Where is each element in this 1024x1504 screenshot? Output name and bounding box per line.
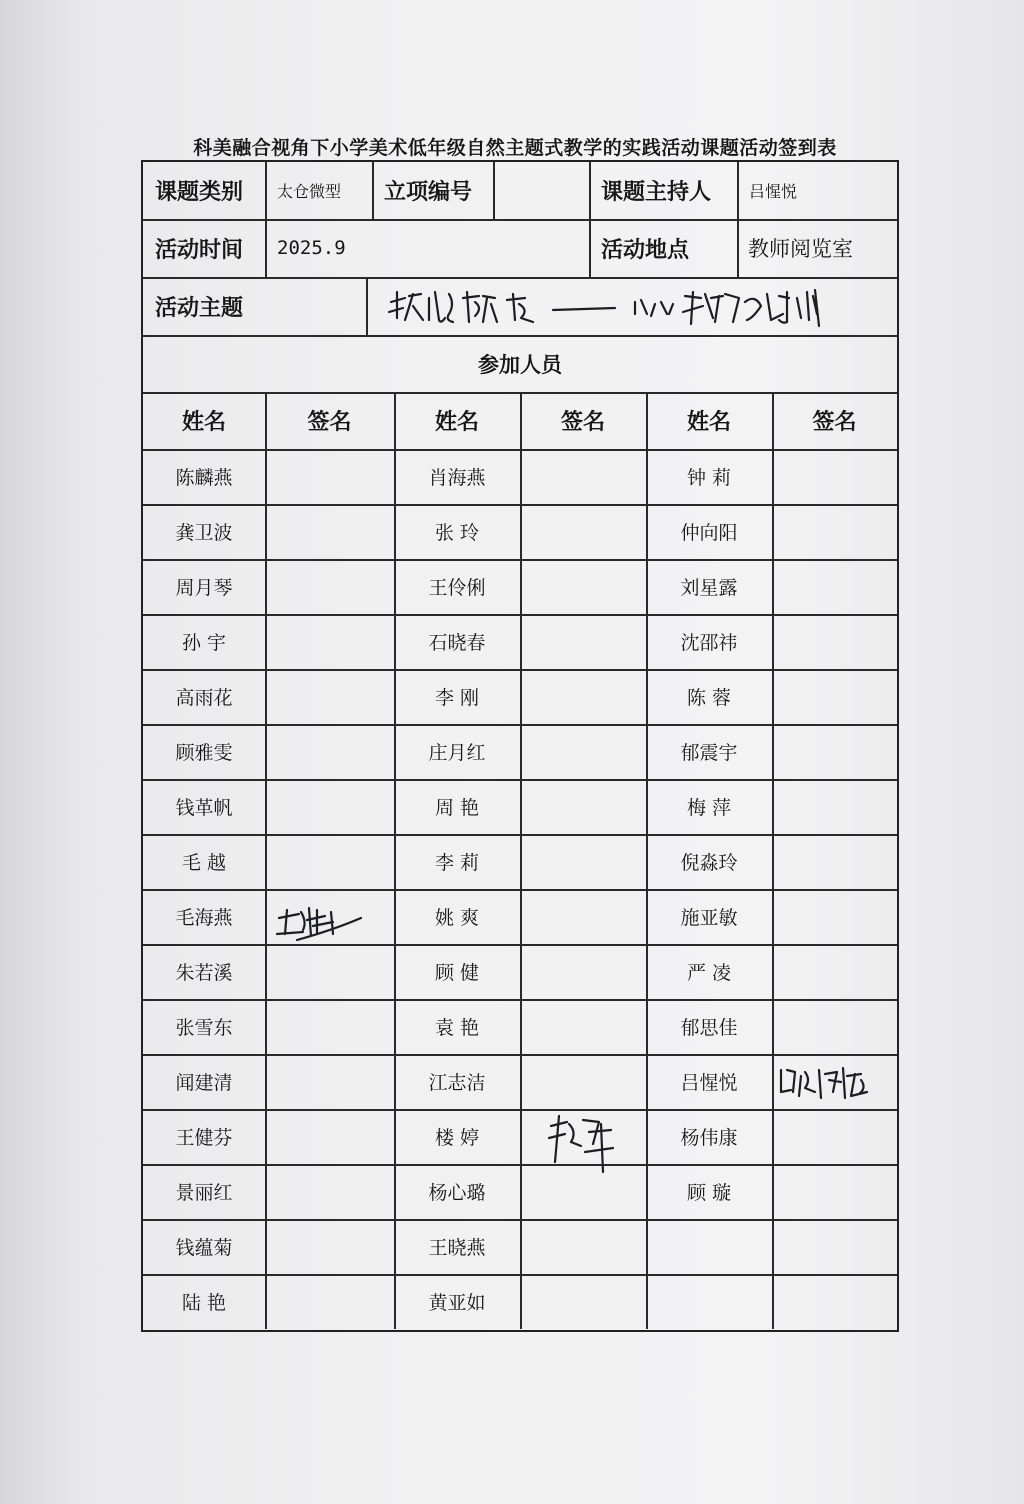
participant-name: 沈邵祎	[680, 632, 738, 654]
signature-cell[interactable]	[520, 889, 646, 944]
participant-name: 钱蕴菊	[175, 1237, 233, 1259]
signature-cell[interactable]	[772, 999, 897, 1054]
signature-cell[interactable]	[520, 559, 646, 614]
signature-cell[interactable]	[265, 834, 394, 889]
header-name: 姓名	[434, 410, 479, 435]
participant-name: 顾 璇	[686, 1182, 732, 1204]
signature-cell[interactable]	[772, 449, 897, 504]
signature-cell[interactable]	[265, 614, 394, 669]
signature-cell[interactable]	[520, 1274, 646, 1329]
participant-name: 姚 爽	[434, 907, 480, 929]
project-no-value	[493, 162, 601, 219]
participant-name: 倪淼玲	[680, 852, 738, 874]
signature-cell[interactable]	[772, 614, 897, 669]
participant-name: 龚卫波	[175, 522, 233, 544]
participant-name: 张 玲	[434, 522, 480, 544]
participant-name: 陈 蓉	[686, 687, 732, 709]
participant-name: 毛海燕	[175, 907, 233, 929]
participant-name: 杨心璐	[428, 1182, 486, 1204]
participant-name: 钟 莉	[686, 467, 732, 489]
participant-name: 高雨花	[175, 687, 233, 709]
signature-cell[interactable]	[520, 1219, 646, 1274]
participant-name: 李 刚	[434, 687, 480, 709]
participant-name: 闻建清	[175, 1072, 233, 1094]
signature-cell[interactable]	[265, 1164, 394, 1219]
project-no-label: 立项编号	[384, 180, 473, 205]
signature-cell[interactable]	[772, 669, 897, 724]
signature-cell[interactable]	[520, 999, 646, 1054]
signature-cell[interactable]	[265, 724, 394, 779]
participant-name: 梅 萍	[686, 797, 732, 819]
participant-name: 石晓春	[428, 632, 486, 654]
participants-title: 参加人员	[478, 352, 562, 377]
time-label: 活动时间	[155, 237, 244, 263]
place-value: 教师阅览室	[748, 237, 853, 261]
signature-cell[interactable]	[520, 504, 646, 559]
participant-name: 顾 健	[434, 962, 480, 984]
participant-name: 景丽红	[175, 1182, 233, 1204]
signature-cell[interactable]	[520, 944, 646, 999]
participant-name: 钱革帆	[175, 797, 233, 819]
signature-cell[interactable]	[772, 559, 897, 614]
time-value: 2025.9	[277, 237, 346, 259]
signature-cell[interactable]	[772, 1164, 897, 1219]
signature-cell[interactable]	[265, 1054, 394, 1109]
signature-cell[interactable]	[265, 1219, 394, 1274]
header-signature: 签名	[307, 410, 352, 435]
signature-cell[interactable]	[265, 504, 394, 559]
theme-handwriting	[383, 284, 823, 334]
participant-name: 严 凌	[686, 962, 732, 984]
signature-cell[interactable]	[520, 669, 646, 724]
category-value: 太仓微型	[277, 182, 342, 201]
participant-name: 肖海燕	[428, 467, 486, 489]
signature-mao-haiyan	[273, 900, 363, 950]
participant-name: 郁震宇	[680, 742, 738, 764]
participant-name: 顾雅雯	[175, 742, 233, 764]
participant-name: 周 艳	[434, 797, 480, 819]
participant-name: 孙 宇	[181, 632, 227, 654]
signature-cell[interactable]	[772, 889, 897, 944]
sign-in-form	[141, 160, 899, 1332]
participant-name: 王晓燕	[428, 1237, 486, 1259]
participant-name: 杨伟康	[680, 1127, 738, 1149]
participant-name: 刘星露	[680, 577, 738, 599]
signature-cell[interactable]	[265, 1274, 394, 1329]
signature-cell[interactable]	[772, 1219, 897, 1274]
signature-cell[interactable]	[265, 669, 394, 724]
theme-label: 活动主题	[155, 295, 244, 321]
participant-name: 黄亚如	[428, 1292, 486, 1314]
signature-cell[interactable]	[520, 724, 646, 779]
signature-cell[interactable]	[772, 724, 897, 779]
place-label: 活动地点	[601, 237, 690, 263]
participant-name	[646, 1274, 772, 1329]
signature-lou-ting	[541, 1112, 621, 1180]
signature-cell[interactable]	[520, 449, 646, 504]
signature-cell[interactable]	[520, 834, 646, 889]
participant-name: 郁思佳	[680, 1017, 738, 1039]
participant-name: 江志洁	[428, 1072, 486, 1094]
host-label: 课题主持人	[601, 180, 712, 205]
signature-cell[interactable]	[265, 449, 394, 504]
participant-name: 吕惺悦	[680, 1072, 738, 1094]
participant-name: 朱若溪	[175, 962, 233, 984]
category-label: 课题类别	[155, 180, 244, 205]
participant-name: 周月琴	[175, 577, 233, 599]
participant-name: 张雪东	[175, 1017, 233, 1039]
signature-cell[interactable]	[265, 559, 394, 614]
header-signature: 签名	[560, 410, 605, 435]
document-title: 科美融合视角下小学美术低年级自然主题式教学的实践活动课题活动签到表	[193, 137, 837, 159]
participant-name: 陆 艳	[181, 1292, 227, 1314]
signature-lv-xingyue	[775, 1062, 875, 1112]
participant-name: 陈麟燕	[175, 467, 233, 489]
signature-cell[interactable]	[772, 834, 897, 889]
participant-name: 王伶俐	[428, 577, 486, 599]
participant-name: 仲向阳	[680, 522, 738, 544]
participant-name: 庄月红	[428, 742, 486, 764]
signature-cell[interactable]	[520, 1054, 646, 1109]
signature-cell[interactable]	[520, 614, 646, 669]
signature-cell[interactable]	[772, 1109, 897, 1164]
signature-cell[interactable]	[772, 1274, 897, 1329]
header-name: 姓名	[181, 410, 226, 435]
header-name: 姓名	[686, 410, 731, 435]
participant-name: 毛 越	[181, 852, 227, 874]
signature-cell[interactable]	[520, 779, 646, 834]
participant-name: 施亚敏	[680, 907, 738, 929]
signature-cell[interactable]	[772, 944, 897, 999]
host-value: 吕惺悦	[749, 182, 798, 201]
signature-cell[interactable]	[265, 1109, 394, 1164]
signature-cell[interactable]	[265, 999, 394, 1054]
signature-cell[interactable]	[265, 779, 394, 834]
participant-name: 王健芬	[175, 1127, 233, 1149]
signature-cell[interactable]	[265, 944, 394, 999]
signature-cell[interactable]	[772, 504, 897, 559]
participant-name: 袁 艳	[434, 1017, 480, 1039]
participant-name: 楼 婷	[434, 1127, 480, 1149]
participant-name: 李 莉	[434, 852, 480, 874]
participant-name	[646, 1219, 772, 1274]
signature-cell[interactable]	[772, 779, 897, 834]
header-signature: 签名	[812, 410, 857, 435]
